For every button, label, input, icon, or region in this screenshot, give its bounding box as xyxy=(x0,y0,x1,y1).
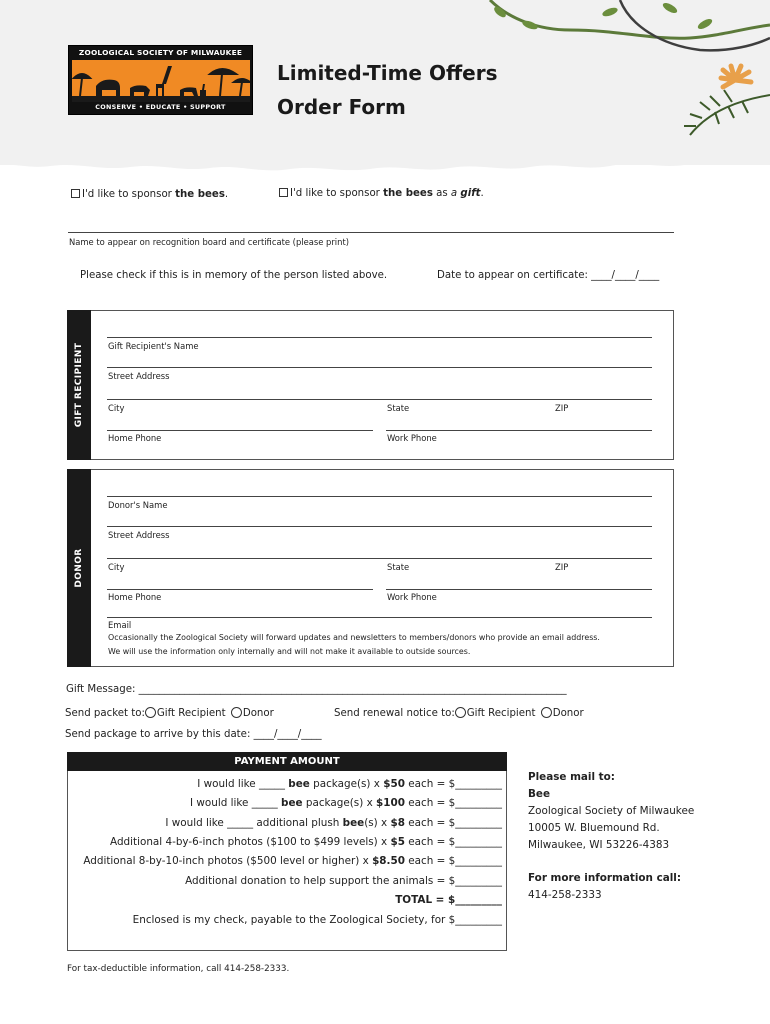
payment-line-2[interactable] xyxy=(72,797,502,809)
donor-state-label: State xyxy=(387,562,410,572)
send-packet-row xyxy=(65,707,274,719)
donor-tab xyxy=(67,469,91,667)
gift-recipient-city-state-zip-field[interactable] xyxy=(107,399,652,400)
gift-recipient-name-field[interactable] xyxy=(107,337,652,338)
sponsor-bees-gift-checkbox[interactable] xyxy=(279,188,288,197)
sponsor-bees-gift-option[interactable] xyxy=(279,188,484,199)
payment-line-1-c: package(s) x xyxy=(309,778,384,790)
payment-line-1-e: each = $_________ xyxy=(404,778,502,790)
donor-work-phone-label: Work Phone xyxy=(387,592,437,602)
payment-line-2-a: I would like _____ xyxy=(190,797,282,809)
payment-line-4-e: each = $_________ xyxy=(404,836,502,848)
gift-recipient-street-label: Street Address xyxy=(108,371,170,381)
payment-line-1-a: I would like _____ xyxy=(197,778,289,790)
email-privacy-note-1: Occasionally the Zoological Society will forward updates and newsletters to members/donors who provide an email address. xyxy=(108,633,600,642)
send-renewal-donor-label: Donor xyxy=(552,708,584,719)
gift-recipient-home-phone-label: Home Phone xyxy=(108,433,162,443)
mail-to-block xyxy=(528,769,694,854)
payment-line-2-b: bee xyxy=(281,797,303,809)
zoo-society-logo xyxy=(68,45,253,115)
sponsor-option2-suffix: . xyxy=(480,188,484,199)
sponsor-option2-bold: the bees xyxy=(383,188,433,199)
send-renewal-recipient-radio[interactable] xyxy=(455,707,466,718)
donor-zip-label: ZIP xyxy=(555,562,569,572)
recognition-name-label: Name to appear on recognition board and certificate (please print) xyxy=(69,237,349,247)
donor-work-phone-field[interactable] xyxy=(386,589,652,590)
payment-line-3-d: $8 xyxy=(390,817,405,829)
payment-line-4-d: $5 xyxy=(390,836,405,848)
donor-tab-label: DONOR xyxy=(74,548,84,588)
payment-line-5-d: $8.50 xyxy=(372,855,405,867)
jungle-vine-decoration xyxy=(470,0,770,160)
payment-line-2-e: each = $_________ xyxy=(404,797,502,809)
gift-recipient-zip-label: ZIP xyxy=(555,403,569,413)
mail-to-line-1: Zoological Society of Milwaukee xyxy=(528,805,695,817)
gift-recipient-city-label: City xyxy=(108,403,125,413)
title-line-2: Order Form xyxy=(277,95,406,119)
mail-to-heading: Please mail to: xyxy=(528,771,615,783)
gift-recipient-state-label: State xyxy=(387,403,410,413)
gift-recipient-name-label: Gift Recipient's Name xyxy=(108,341,199,351)
payment-line-2-d: $100 xyxy=(376,797,405,809)
donor-city-label: City xyxy=(108,562,125,572)
payment-line-1[interactable] xyxy=(72,778,502,790)
sponsor-option1-bold: the bees xyxy=(175,189,225,200)
gift-recipient-street-field[interactable] xyxy=(107,367,652,368)
payment-line-3-b: bee xyxy=(342,817,365,829)
gift-recipient-work-phone-label: Work Phone xyxy=(387,433,437,443)
donor-street-field[interactable] xyxy=(107,526,652,527)
payment-line-3-c: (s) x xyxy=(364,817,391,829)
sponsor-bees-option[interactable] xyxy=(71,189,228,200)
check-line[interactable]: Enclosed is my check, payable to the Zoological Society, for $_________ xyxy=(132,914,502,926)
gift-message-field[interactable]: Gift Message: ____________________________________________________________________________________ xyxy=(66,684,567,695)
sponsor-option2-bolditalic: gift xyxy=(460,188,481,199)
mail-to-line-3: Milwaukee, WI 53226-4383 xyxy=(528,839,670,851)
send-renewal-label: Send renewal notice to: xyxy=(334,708,455,719)
page-title xyxy=(277,56,498,124)
payment-line-2-c: package(s) x xyxy=(302,797,377,809)
certificate-date-field[interactable]: Date to appear on certificate: ____/____/____ xyxy=(437,270,660,281)
more-info-phone: 414-258-2333 xyxy=(528,889,602,901)
mail-to-name: Bee xyxy=(528,788,551,800)
donor-home-phone-field[interactable] xyxy=(107,589,373,590)
donor-home-phone-label: Home Phone xyxy=(108,592,162,602)
sponsor-bees-checkbox[interactable] xyxy=(71,189,80,198)
send-packet-recipient-label: Gift Recipient xyxy=(156,708,226,719)
payment-line-3-e: each = $_________ xyxy=(404,817,502,829)
sponsor-option2-italic: a xyxy=(450,188,461,199)
send-packet-donor-radio[interactable] xyxy=(231,707,242,718)
recognition-name-line[interactable] xyxy=(68,232,674,233)
safari-silhouette-image xyxy=(72,60,250,102)
payment-line-1-b: bee xyxy=(288,778,310,790)
donor-street-label: Street Address xyxy=(108,530,170,540)
tax-note: For tax-deductible information, call 414-258-2333. xyxy=(67,964,290,974)
more-info-heading: For more information call: xyxy=(528,872,682,884)
title-line-1: Limited-Time Offers xyxy=(277,61,498,85)
donor-email-field[interactable] xyxy=(107,617,652,618)
sponsor-option1-prefix: I'd like to sponsor xyxy=(82,189,176,200)
arrive-by-date-field[interactable]: Send package to arrive by this date: ____/____/____ xyxy=(65,729,322,740)
donor-name-label: Donor's Name xyxy=(108,500,168,510)
send-renewal-recipient-label: Gift Recipient xyxy=(466,708,536,719)
gift-recipient-work-phone-field[interactable] xyxy=(386,430,652,431)
mail-to-line-2: 10005 W. Bluemound Rd. xyxy=(528,822,660,834)
payment-line-1-d: $50 xyxy=(383,778,405,790)
donation-line[interactable]: Additional donation to help support the animals = $_________ xyxy=(185,875,502,887)
more-info-block xyxy=(528,870,681,904)
donor-city-state-zip-field[interactable] xyxy=(107,558,652,559)
payment-line-5-a: Additional 8-by-10-inch photos ($500 level or higher) x xyxy=(83,855,373,867)
send-renewal-donor-radio[interactable] xyxy=(541,707,552,718)
gift-recipient-home-phone-field[interactable] xyxy=(107,430,373,431)
payment-line-5-e: each = $_________ xyxy=(404,855,502,867)
email-privacy-note-2: We will use the information only internally and will not make it available to outside sources. xyxy=(108,647,471,656)
payment-line-5[interactable] xyxy=(72,855,502,867)
gift-recipient-tab-label: GIFT RECIPIENT xyxy=(74,342,84,428)
gift-recipient-tab xyxy=(67,310,91,460)
payment-line-4-a: Additional 4-by-6-inch photos ($100 to $499 levels) x xyxy=(110,836,391,848)
send-renewal-row xyxy=(334,707,584,719)
memory-checkbox-label[interactable]: Please check if this is in memory of the person listed above. xyxy=(80,270,388,281)
payment-line-3[interactable] xyxy=(72,817,502,829)
logo-org-name: ZOOLOGICAL SOCIETY OF MILWAUKEE xyxy=(78,48,243,57)
donor-email-label: Email xyxy=(108,620,132,630)
send-packet-recipient-radio[interactable] xyxy=(145,707,156,718)
payment-header: PAYMENT AMOUNT xyxy=(67,752,507,771)
donor-name-field[interactable] xyxy=(107,496,652,497)
send-packet-donor-label: Donor xyxy=(242,708,274,719)
payment-line-4[interactable] xyxy=(72,836,502,848)
send-packet-label: Send packet to: xyxy=(65,708,145,719)
sponsor-option2-mid: as xyxy=(432,188,451,199)
logo-tagline: CONSERVE • EDUCATE • SUPPORT xyxy=(95,103,226,111)
sponsor-option2-prefix: I'd like to sponsor xyxy=(290,188,384,199)
sponsor-option1-suffix: . xyxy=(224,189,229,200)
payment-line-3-a: I would like _____ additional plush xyxy=(165,817,343,829)
total-line[interactable]: TOTAL = $_________ xyxy=(395,894,502,906)
